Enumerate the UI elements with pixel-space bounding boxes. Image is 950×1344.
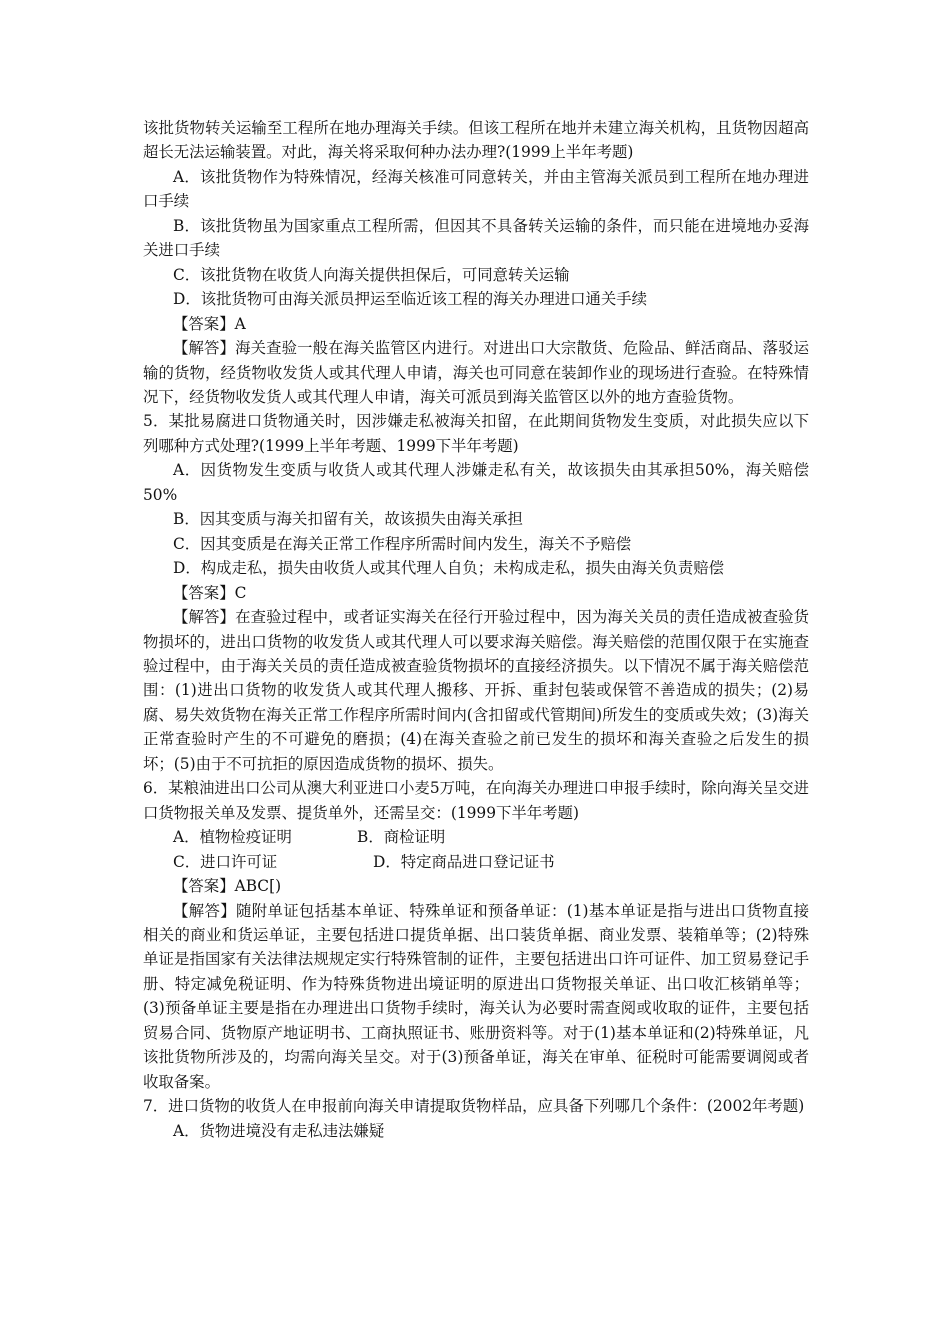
question-6-option-c: C．进口许可证 (173, 852, 278, 871)
question-4-answer: 【答案】A (173, 314, 246, 333)
question-6-options-row-2 (143, 850, 809, 874)
question-6-explanation: 【解答】随附单证包括基本单证、特殊单证和预备单证：(1)基本单证是指与进出口货物直接相关的商业和货运单证，主要包括进口提货单据、出口装货单据、商业发票、装箱单等；(2)特殊单证是指国家有关法律法规规定实行特殊管制的证件，主要包括进出口许可证件、加工贸易登记手册、特定减免税证明、作为特殊货物进出境证明的原进出口货物报关单证、出口收汇核销单等；(3)预备单证主要是指在办理进出口货物手续时，海关认为必要时需查阅或收取的证件，主要包括贸易合同、货物原产地证明书、工商执照证书、账册资料等。对于(1)基本单证和(2)特殊单证，凡该批货物所涉及的，均需向海关呈交。对于(3)预备单证，海关在审单、征税时可能需要调阅或者收取备案。 (143, 901, 809, 1091)
question-6-option-b: B．商检证明 (357, 828, 446, 847)
question-4-option-b: B．该批货物虽为国家重点工程所需，但因其不具备转关运输的条件，而只能在进境地办妥海关进口手续 (143, 216, 809, 260)
question-5-explanation: 【解答】在查验过程中，或者证实海关在径行开验过程中，因为海关关员的责任造成被查验货物损坏的，进出口货物的收发货人或其代理人可以要求海关赔偿。海关赔偿的范围仅限于在实施查验过程中，由于海关关员的责任造成被查验货物损坏的直接经济损失。以下情况不属于海关赔偿范围：(1)进出口货物的收发货人或其代理人搬移、开拆、重封包装或保管不善造成的损失；(2)易腐、易失效货物在海关正常工作程序所需时间内(含扣留或代管期间)所发生的变质或失效；(3)海关正常查验时产生的不可避免的磨损；(4)在海关查验之前已发生的损坏和海关查验之后发生的损坏；(5)由于不可抗拒的原因造成货物的损坏、损失。 (143, 608, 809, 773)
question-5-stem: 5．某批易腐进口货物通关时，因涉嫌走私被海关扣留，在此期间货物发生变质，对此损失应以下列哪种方式处理?(1999上半年考题、1999下半年考题) (143, 412, 809, 455)
question-4-option-a: A．该批货物作为特殊情况，经海关核准可同意转关，并由主管海关派员到工程所在地办理进口手续 (143, 167, 809, 211)
question-4-option-d: D．该批货物可由海关派员押运至临近该工程的海关办理进口通关手续 (173, 290, 648, 309)
question-6-stem: 6．某粮油进出口公司从澳大利亚进口小麦5万吨，在向海关办理进口申报手续时，除向海关呈交进口货物报关单及发票、提货单外，还需呈交：(1999下半年考题) (143, 779, 809, 822)
question-5-option-c: C．因其变质是在海关正常工作程序所需时间内发生，海关不予赔偿 (173, 534, 632, 553)
question-4-option-c: C．该批货物在收货人向海关提供担保后，可同意转关运输 (173, 265, 570, 284)
question-7-stem: 7．进口货物的收货人在申报前向海关申请提取货物样品，应具备下列哪几个条件：(2002年考题) (143, 1097, 805, 1116)
question-6-option-d: D．特定商品进口登记证书 (373, 852, 555, 871)
question-5-option-d: D．构成走私，损失由收货人或其代理人自负；未构成走私，损失由海关负责赔偿 (173, 559, 725, 578)
question-6-option-a: A．植物检疫证明 (173, 828, 292, 847)
question-7-option-a: A．货物进境没有走私违法嫌疑 (173, 1121, 385, 1140)
question-6-answer: 【答案】ABC[) (173, 877, 282, 896)
question-4-explanation: 【解答】海关查验一般在海关监管区内进行。对进出口大宗散货、危险品、鲜活商品、落驳运输的货物，经货物收发货人或其代理人申请，海关也可同意在装卸作业的现场进行查验。在特殊情况下，经货物收发货人或其代理人申请，海关可派员到海关监管区以外的地方查验货物。 (143, 339, 809, 406)
question-5-option-b: B．因其变质与海关扣留有关，故该损失由海关承担 (173, 510, 523, 529)
question-5-option-a: A．因货物发生变质与收货人或其代理人涉嫌走私有关，故该损失由其承担50%，海关赔偿50% (143, 461, 809, 504)
question-6-options-row-1 (143, 825, 809, 849)
document-page (143, 116, 809, 1143)
question-4-tail: 该批货物转关运输至工程所在地办理海关手续。但该工程所在地并未建立海关机构，且货物因超高超长无法运输装置。对此，海关将采取何种办法办理?(1999上半年考题) (143, 119, 809, 162)
question-5-answer: 【答案】C (173, 583, 247, 602)
